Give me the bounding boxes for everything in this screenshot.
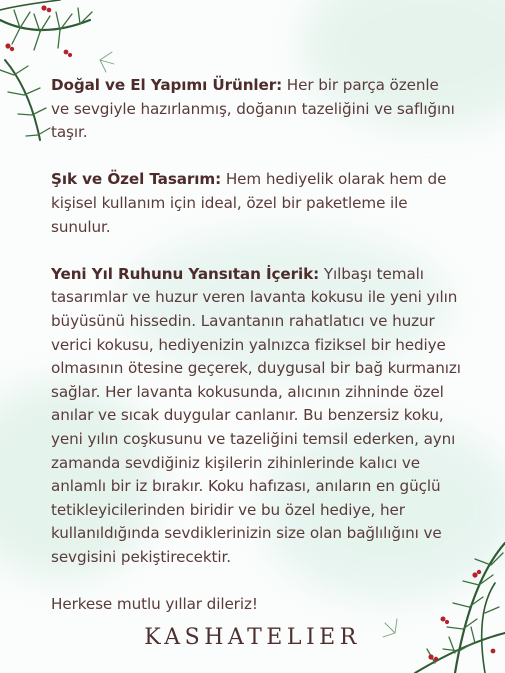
feature-stylish-design [51,168,461,239]
description-body [51,74,461,617]
feature-text: Hem hediyelik olarak hem de kişisel kullanım için ideal, özel bir paketleme ile sunulur. [51,170,447,236]
feature-new-year-spirit [51,263,461,570]
closing-greeting: Herkese mutlu yıllar dileriz! [51,595,258,614]
feature-title: Doğal ve El Yapımı Ürünler: [51,76,283,94]
feature-text: Her bir parça özenle ve sevgiyle hazırlanmış, doğanın tazeliğini ve saflığını taşır. [51,76,455,142]
feature-title: Yeni Yıl Ruhunu Yansıtan İçerik: [51,264,320,283]
feature-natural-handmade [51,74,461,145]
feature-title: Şık ve Özel Tasarım: [51,170,222,189]
brand-logo-text: KASHATELIER [144,625,361,650]
feature-text: Yılbaşı temalı tasarımlar ve huzur veren lavanta kokusu ile yeni yılın büyüsünü hissedin. Lavantanın rahatlatıcı ve huzur verici kokusu, hediyenizin yalnızca fiziksel bir hediye olmasının ötesine geçerek, duygusal bir bağ kurmanızı sağlar. Her lavanta kokusunda, alıcının zihninde özel anılar ve sıcak duygular canlanır. Bu benzersiz koku, yeni yılın coşkusunu ve tazeliğini temsil ederken, aynı zamanda sevdiğiniz kişilerin zihinlerinde kalıcı ve anlamlı bir iz bırakır. Koku hafızası, anıların en güçlü tetikleyicilerinden biridir ve bu özel hediye, her kullanıldığında sevdiklerinizin size olan bağlılığını ve sevgisini pekiştirecektir. [51,264,461,566]
